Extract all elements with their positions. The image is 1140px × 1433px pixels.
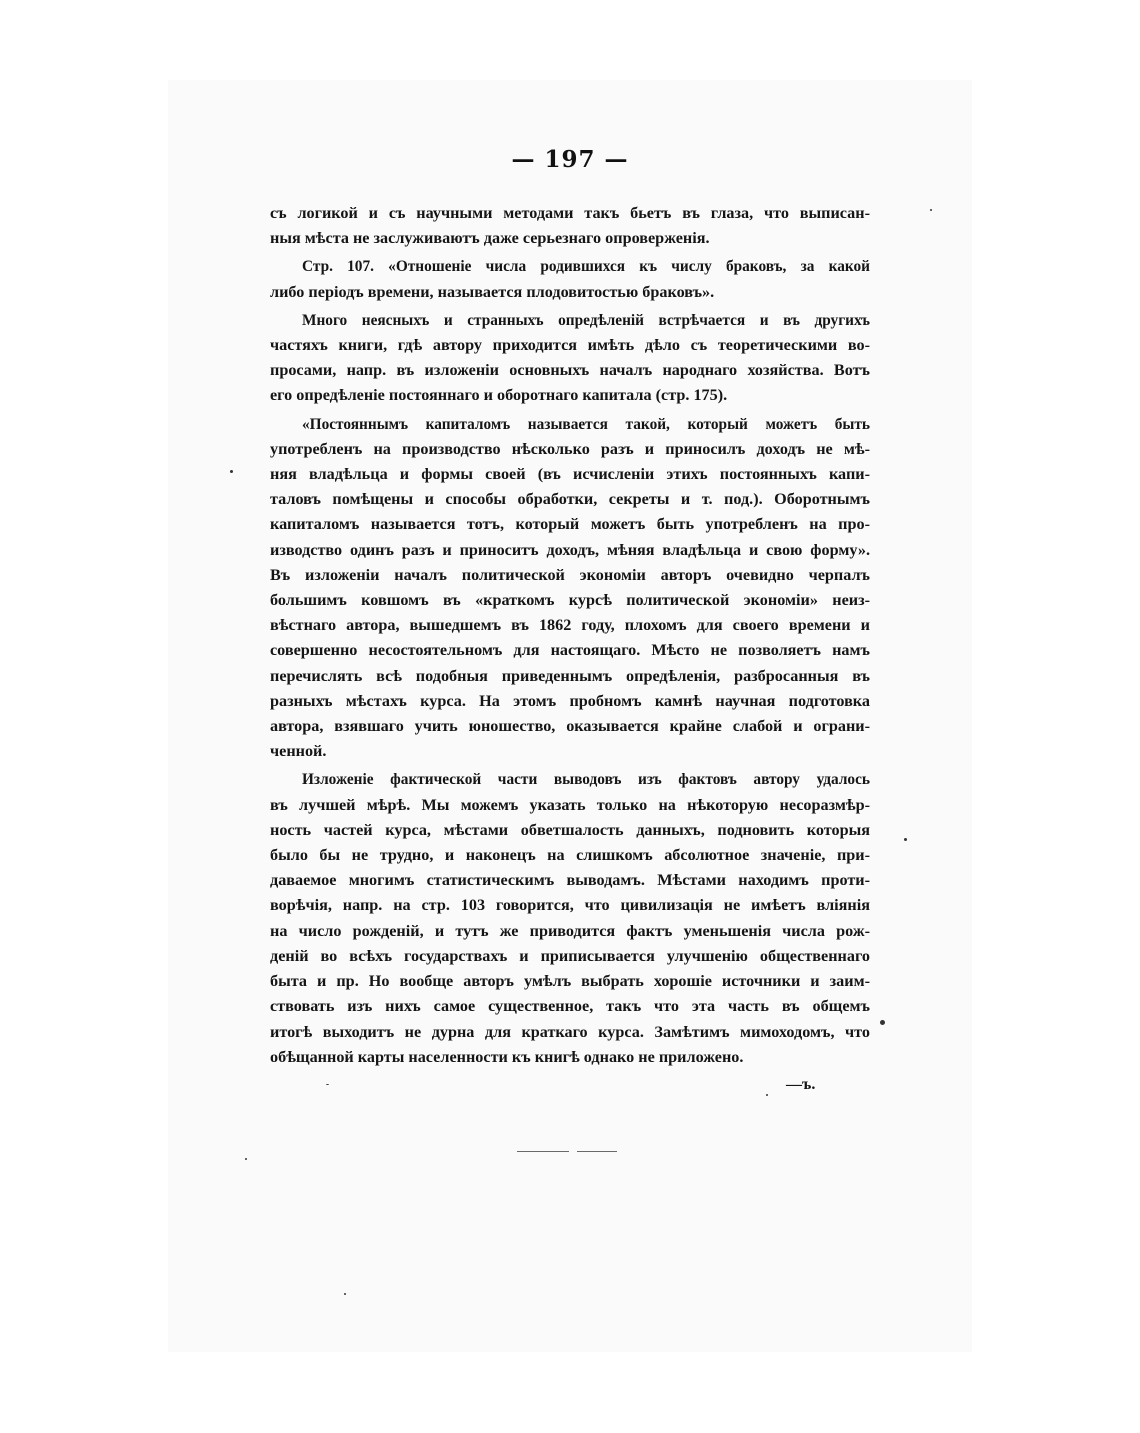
author-signature: —ъ. <box>786 1076 816 1093</box>
print-speck <box>344 1293 346 1295</box>
print-speck <box>245 1158 247 1160</box>
text-line: быта и пр. Но вообще авторъ умѣлъ выбрать хорошіе источники и заим- <box>270 972 870 991</box>
body-text <box>270 201 870 1070</box>
text-line: «Постояннымъ капиталомъ называется такой, который можетъ быть <box>302 415 870 433</box>
print-speck <box>326 1084 329 1085</box>
text-line: на число рожденій, и тутъ же приводится фактъ уменьшенія числа рож- <box>270 921 870 940</box>
text-line: вѣстнаго автора, вышедшемъ въ 1862 году, плохомъ для своего времени и <box>270 616 870 635</box>
paragraph-3 <box>270 308 870 409</box>
paragraph-2 <box>270 254 870 304</box>
text-line: ствовать изъ нихъ самое существенное, такъ что эта часть въ общемъ <box>270 997 870 1016</box>
text-line: изводство одинъ разъ и приноситъ доходъ, мѣняя владѣльца и свою форму». <box>270 540 870 559</box>
text-line: Въ изложеніи началъ политической экономіи авторъ очевидно черпалъ <box>270 565 870 584</box>
text-line: ченной. <box>270 742 327 761</box>
text-line: ворѣчія, напр. на стр. 103 говорится, что цивилизація не имѣетъ вліянія <box>270 896 870 915</box>
text-line: употребленъ на производство нѣсколько разъ и приносилъ доходъ не мѣ- <box>270 439 870 458</box>
print-speck <box>930 209 932 211</box>
text-line: его опредѣленіе постояннаго и оборотнаго капитала (стр. 175). <box>270 386 728 405</box>
text-line: няя владѣльца и формы своей (въ исчисленіи этихъ постоянныхъ капи- <box>270 465 870 484</box>
text-line: Изложеніе фактической части выводовъ изъ фактовъ автору удалось <box>302 771 870 789</box>
text-line: таловъ помѣщены и способы обработки, секреты и т. под.). Оборотнымъ <box>270 490 870 509</box>
text-line: итогѣ выходитъ не дурна для краткаго курса. Замѣтимъ мимоходомъ, что <box>270 1022 870 1041</box>
text-line: автора, взявшаго учить юношество, оказывается крайне слабой и ограни- <box>270 717 870 736</box>
print-speck <box>904 838 907 841</box>
text-line: съ логикой и съ научными методами такъ бьетъ въ глаза, что выписан- <box>270 204 870 222</box>
text-line: въ лучшей мѣрѣ. Мы можемъ указать только на нѣкоторую несоразмѣр- <box>270 795 870 814</box>
text-line: ность частей курса, мѣстами обветшалость данныхъ, подновить которыя <box>270 820 870 839</box>
text-line: капиталомъ называется тотъ, который можетъ быть употребленъ на про- <box>270 515 870 534</box>
text-line: даваемое многимъ статистическимъ выводамъ. Мѣстами находимъ проти- <box>270 871 870 890</box>
closing-rule <box>517 1151 569 1152</box>
text-line: перечислять всѣ подобныя приведеннымъ опредѣленія, разбросанныя въ <box>270 666 870 685</box>
paragraph-5 <box>270 767 870 1069</box>
text-line: было бы не трудно, и наконецъ на слишкомъ абсолютное значеніе, при- <box>270 846 870 865</box>
text-line: частяхъ книги, гдѣ автору приходится имѣть дѣло съ теоретическими во- <box>270 336 870 355</box>
text-line: Стр. 107. «Отношеніе числа родившихся къ числу браковъ, за какой <box>302 258 870 276</box>
print-speck <box>766 1094 768 1096</box>
print-speck <box>880 1020 885 1025</box>
text-line: деній во всѣхъ государствахъ и приписывается улучшенію общественнаго <box>270 946 870 965</box>
print-speck <box>230 470 233 473</box>
text-line: большимъ ковшомъ въ «краткомъ курсѣ политической экономіи» неиз- <box>270 591 870 610</box>
paragraph-4 <box>270 412 870 765</box>
text-line: просами, напр. въ изложеніи основныхъ началъ народнаго хозяйства. Вотъ <box>270 361 870 380</box>
text-line: либо періодъ времени, называется плодовитостью браковъ». <box>270 282 715 301</box>
text-line: разныхъ мѣстахъ курса. На этомъ пробномъ камнѣ научная подготовка <box>270 691 870 710</box>
text-line: совершенно несостоятельномъ для настоящаго. Мѣсто не позволяетъ намъ <box>270 641 870 660</box>
text-line: обѣщанной карты населенности къ книгѣ однако не приложено. <box>270 1047 744 1066</box>
text-line: Много неясныхъ и странныхъ опредѣленій встрѣчается и въ другихъ <box>302 311 870 329</box>
page-number: — 197 — <box>511 146 629 173</box>
text-line: ныя мѣста не заслуживаютъ даже серьезнаго опроверженія. <box>270 229 710 248</box>
closing-rule <box>577 1151 617 1152</box>
paragraph-1 <box>270 201 870 251</box>
